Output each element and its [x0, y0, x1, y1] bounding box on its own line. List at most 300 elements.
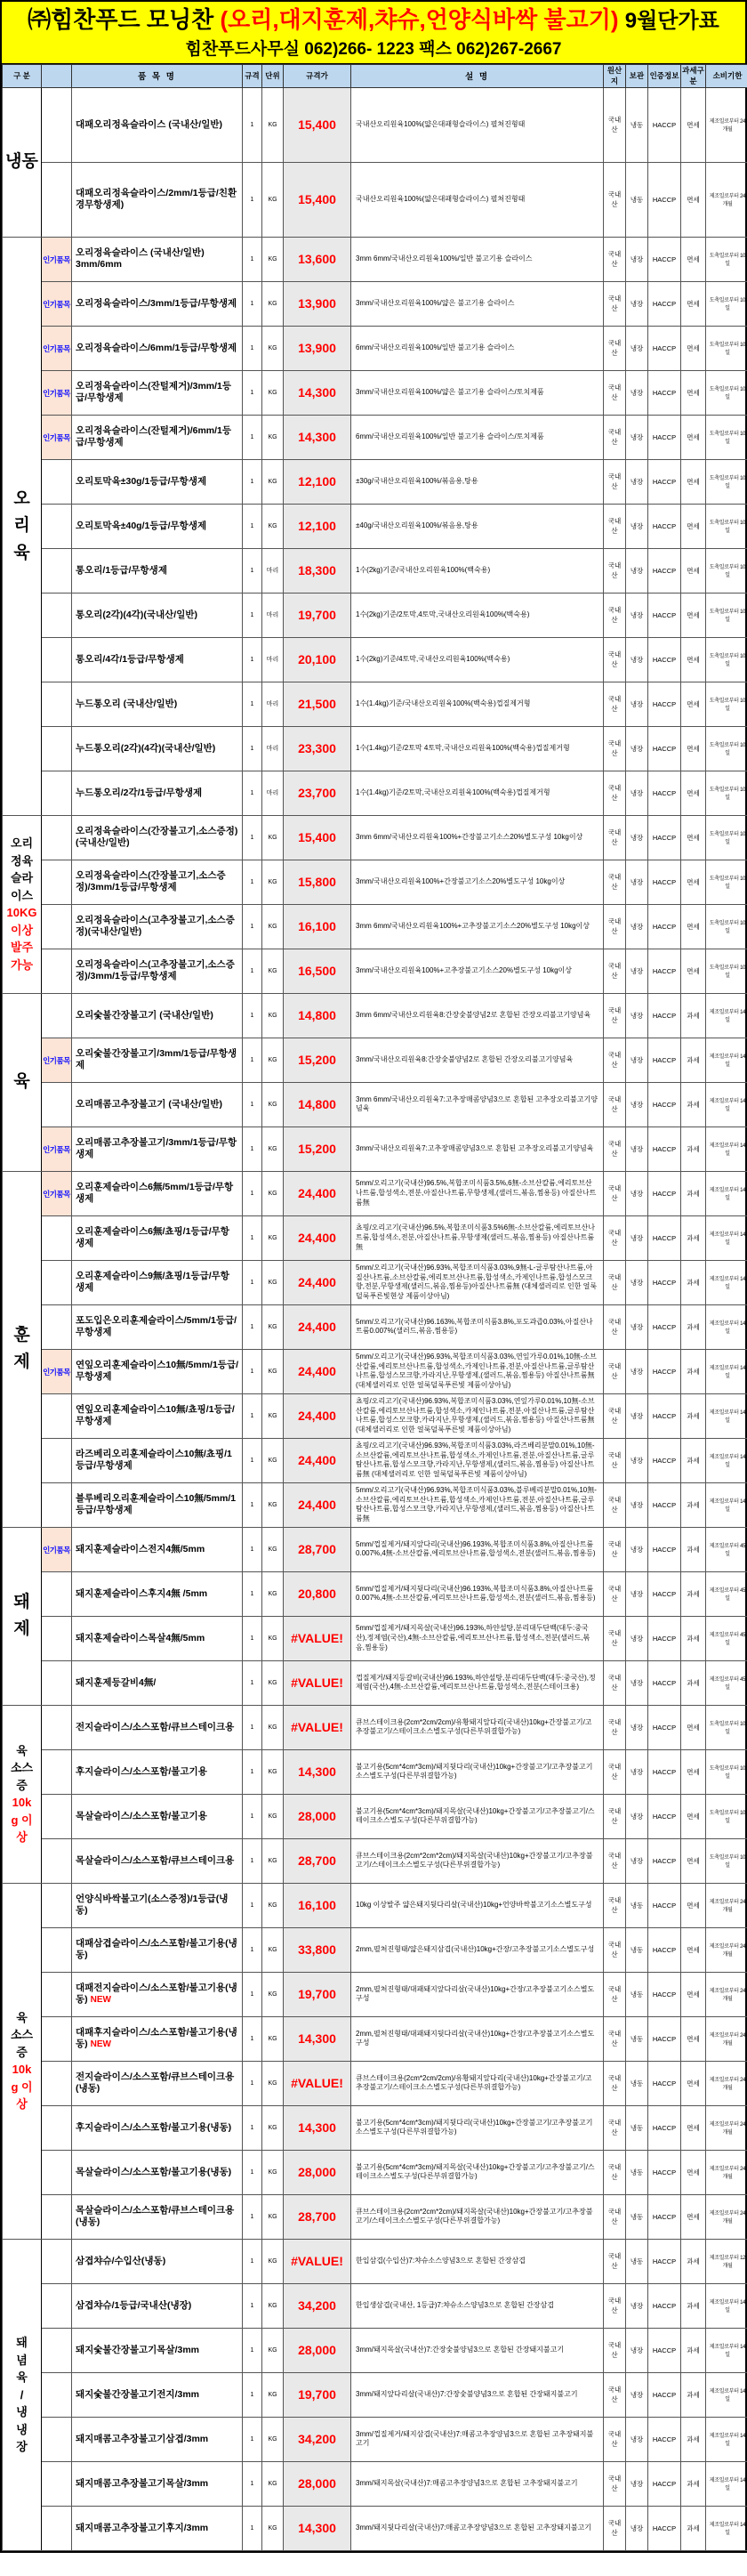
badge-cell-empty [42, 2194, 72, 2239]
item-name-cell [72, 1616, 243, 1660]
popular-badge-label: 인기품목 [43, 255, 70, 265]
shelf-life-cell: 제조일로부터 14일 [706, 1215, 747, 1260]
price-cell: 28,000 [284, 1794, 351, 1838]
category-label-line: 육 [13, 543, 30, 562]
cert-cell: HACCP [648, 2061, 681, 2105]
table-row [3, 2417, 747, 2461]
category-label-line: 냉 [16, 2405, 28, 2419]
popular-badge-label: 인기품목 [43, 300, 70, 310]
price-cell: 14,800 [284, 1082, 351, 1126]
shelf-life-cell: 도축일로부터 10일 [706, 771, 747, 815]
popular-badge-label: 인기품목 [43, 389, 70, 399]
storage-cell: 냉장 [626, 415, 648, 459]
tax-cell: 면세 [681, 87, 706, 162]
item-name-cell [72, 370, 243, 415]
badge-cell-empty [42, 2150, 72, 2194]
category-label-line: g 이 [11, 1813, 33, 1827]
unit-cell: KG [262, 237, 284, 281]
item-name: 삼겹챠슈/수입산(냉동) [76, 2255, 166, 2266]
description-cell: 2mm,펼쳐진형태/얇은돼지삼겹(국내산)10kg+간장/고추장불고기소스별도구성 [351, 1927, 604, 1972]
item-name-cell [72, 2372, 243, 2417]
origin-cell: 국내산 [604, 2283, 626, 2328]
badge-cell-empty [42, 2016, 72, 2061]
unit-cell: KG [262, 370, 284, 415]
tax-cell: 과세 [681, 2283, 706, 2328]
price-cell: 13,600 [284, 237, 351, 281]
table-row [3, 504, 747, 548]
table-row [3, 1571, 747, 1616]
item-name: 대패전지슬라이스/소스포함/불고기용(냉동) [76, 1982, 237, 2006]
description-cell: 3mm 6mm/국내산오리원육8:간장숯불양념2로 혼합된 간장오리불고기양념육 [351, 993, 604, 1038]
badge-cell-empty [42, 1393, 72, 1438]
origin-cell: 국내산 [604, 1171, 626, 1215]
spec-cell: 1 [243, 1349, 262, 1393]
spec-cell: 1 [243, 904, 262, 949]
header-tax: 과세구분 [682, 66, 704, 86]
spec-cell: 1 [243, 2105, 262, 2150]
item-name: 오리정육슬라이스/6mm/1등급/무항생제 [76, 342, 237, 353]
tax-cell: 면세 [681, 1749, 706, 1794]
origin-cell: 국내산 [604, 415, 626, 459]
unit-cell: KG [262, 2506, 284, 2550]
shelf-life-cell: 도축일로부터 10일 [706, 281, 747, 326]
item-name: 돼지매콤고추장불고기후지/3mm [76, 2522, 209, 2533]
origin-cell: 국내산 [604, 2194, 626, 2239]
spec-cell: 1 [243, 2461, 262, 2506]
spec-cell: 1 [243, 1527, 262, 1571]
item-name-cell [72, 682, 243, 726]
table-row [3, 1038, 747, 1082]
cert-cell: HACCP [648, 1171, 681, 1215]
tax-cell: 면세 [681, 2194, 706, 2239]
category-cell [3, 1883, 42, 2239]
badge-cell-empty [42, 1749, 72, 1794]
tax-cell: 면세 [681, 1927, 706, 1972]
description-cell: 3mm 6mm/국내산오리원육100%+간장불고기소스20%별도구성 10kg이상 [351, 815, 604, 860]
description-cell: 1수(1.4kg)기준/국내산오리원육100%(백숙용)껍질제거형 [351, 682, 604, 726]
category-label-line: 가능 [10, 957, 34, 972]
storage-cell: 냉장 [626, 2417, 648, 2461]
table-row [3, 548, 747, 593]
storage-cell: 냉장 [626, 2283, 648, 2328]
item-name-cell [72, 1304, 243, 1349]
description-cell: 3mm/돼지앞다리살(국내산)7:간장숯불양념3으로 혼합된 간장돼지불고기 [351, 2372, 604, 2417]
description-cell: 3mm 6mm/국내산오리원육100%+고추장불고기소스20%별도구성 10kg이상 [351, 904, 604, 949]
badge-cell-empty [42, 1571, 72, 1616]
origin-cell: 국내산 [604, 2417, 626, 2461]
storage-cell: 냉장 [626, 1749, 648, 1794]
description-cell: 큐브스테이크용(2cm*2cm*2cm)/돼지목살(국내산)10kg+간장불고기/고추장불고기/스테이크소스별도구성(다른부위결합가능) [351, 1838, 604, 1883]
table-row [3, 237, 747, 281]
origin-cell: 국내산 [604, 593, 626, 637]
description-cell: 불고기용(5cm*4cm*3cm)/돼지목살(국내산)10kg+간장불고기/고추장불고기/스테이크소스별도구성(다른부위결합가능) [351, 2150, 604, 2194]
shelf-life-cell: 제조일로부터 14일 [706, 2417, 747, 2461]
description-cell: 3mm 6mm/국내산오리원육7:고추장매콤양념3으로 혼합된 고추장오리불고기양념육 [351, 1082, 604, 1126]
header-shelf-life: 소비기한 [706, 64, 747, 87]
unit-cell: KG [262, 860, 284, 904]
description-cell: 5mm/껍질제거/돼지목살(국내산)96.193%,하얀설탕,분리대두단백(대두:중국산),정제염(국산),4無-소브산칼륨,에리토브산나트륨,합성색소,전분(샐러드,볶음,찜용등) [351, 1616, 604, 1660]
spec-cell: 1 [243, 1883, 262, 1927]
storage-cell: 냉장 [626, 682, 648, 726]
storage-cell: 냉장 [626, 771, 648, 815]
badge-cell-empty [42, 1260, 72, 1304]
shelf-life-cell: 도축일로부터 10일 [706, 1705, 747, 1749]
category-label-line: 정육 [10, 853, 34, 868]
storage-cell: 냉장 [626, 815, 648, 860]
price-cell: 28,700 [284, 1838, 351, 1883]
spec-cell: 1 [243, 237, 262, 281]
item-name-cell [72, 1749, 243, 1794]
item-name: 오리정육슬라이스(간장불고기,소스증정)/3mm/1등급/무항생제 [76, 869, 226, 893]
spec-cell: 1 [243, 1304, 262, 1349]
price-cell: 14,300 [284, 2016, 351, 2061]
unit-cell: KG [262, 1616, 284, 1660]
unit-cell: KG [262, 1749, 284, 1794]
spec-cell: 1 [243, 1082, 262, 1126]
unit-cell: KG [262, 1171, 284, 1215]
table-row [3, 815, 747, 860]
unit-cell: KG [262, 1304, 284, 1349]
origin-cell: 국내산 [604, 1527, 626, 1571]
shelf-life-cell: 제조일로부터 14일 [706, 1260, 747, 1304]
tax-cell: 과세 [681, 1349, 706, 1393]
category-label-line: 슬라 [10, 871, 34, 885]
category-cell [3, 993, 42, 1171]
storage-cell: 냉장 [626, 326, 648, 370]
header-badge [42, 64, 72, 87]
origin-cell: 국내산 [604, 2150, 626, 2194]
cert-cell: HACCP [648, 1126, 681, 1171]
origin-cell: 국내산 [604, 1260, 626, 1304]
description-cell: 3mm/돼지뒷다리살(국내산)7:매콤고추장양념3으로 혼합된 고추장돼지불고기 [351, 2506, 604, 2550]
origin-cell: 국내산 [604, 993, 626, 1038]
unit-cell: KG [262, 2105, 284, 2150]
tax-cell: 면세 [681, 593, 706, 637]
shelf-life-cell: 도축일로부터 10일 [706, 593, 747, 637]
tax-cell: 면세 [681, 1794, 706, 1838]
item-name: 오리숯불간장불고기/3mm/1등급/무항생제 [76, 1047, 237, 1071]
spec-cell: 1 [243, 2372, 262, 2417]
shelf-life-cell: 제조일로부터 14일 [706, 1038, 747, 1082]
badge-cell-empty [42, 815, 72, 860]
category-label-line: 10k [12, 2063, 32, 2077]
item-name-cell [72, 237, 243, 281]
header-price: 규격가 [284, 64, 351, 87]
badge-cell-empty [42, 1438, 72, 1482]
storage-cell: 냉장 [626, 1838, 648, 1883]
table-row [3, 1482, 747, 1527]
category-cell [3, 815, 42, 993]
shelf-life-cell: 제조일로부터 24개월 [706, 2061, 747, 2105]
shelf-life-cell: 제조일로부터 24개월 [706, 2194, 747, 2239]
price-cell: 15,200 [284, 1038, 351, 1082]
item-name-cell [72, 1527, 243, 1571]
cert-cell: HACCP [648, 726, 681, 771]
storage-cell: 냉장 [626, 1393, 648, 1438]
item-name: 오리정육슬라이스(잔털제거)/6mm/1등급/무항생제 [76, 424, 232, 448]
badge-cell-empty [42, 504, 72, 548]
origin-cell: 국내산 [604, 1838, 626, 1883]
item-name-cell [72, 1215, 243, 1260]
tax-cell: 면세 [681, 904, 706, 949]
badge-cell-empty [42, 1082, 72, 1126]
item-name-cell [72, 281, 243, 326]
storage-cell: 냉동 [626, 87, 648, 162]
item-name-cell [72, 1393, 243, 1438]
category-label-line: 돼 [16, 2336, 28, 2350]
table-row [3, 281, 747, 326]
table-row [3, 370, 747, 415]
unit-cell: 마리 [262, 637, 284, 682]
unit-cell: KG [262, 1393, 284, 1438]
item-name-cell [72, 2506, 243, 2550]
storage-cell: 냉동 [626, 2150, 648, 2194]
popular-item-badge [42, 1349, 72, 1393]
origin-cell: 국내산 [604, 504, 626, 548]
tax-cell: 면세 [681, 2061, 706, 2105]
price-table [2, 64, 747, 2551]
description-cell: 한입삼겹(수입산)7:챠슈소스양념3으로 혼합된 간장삼겹 [351, 2239, 604, 2283]
unit-cell: KG [262, 2194, 284, 2239]
origin-cell: 국내산 [604, 1304, 626, 1349]
shelf-life-cell: 제조일로부터 14일 [706, 1082, 747, 1126]
unit-cell: KG [262, 949, 284, 993]
price-cell: 15,400 [284, 162, 351, 237]
tax-cell: 과세 [681, 2506, 706, 2550]
unit-cell: KG [262, 87, 284, 162]
category-label-line: 육 [13, 1072, 30, 1092]
category-label-line: 발주 [10, 941, 34, 955]
description-cell: 쵸핑/오리고기(국내산)96.5%,복합조미식품3.5%6無-소브산칼륨,에리토브산나트륨,합성색소,전분,아질산나트륨,무항생제(샐러드,볶음,찜용등) 아질산나트륨無 [351, 1215, 604, 1260]
tax-cell: 면세 [681, 2150, 706, 2194]
storage-cell: 냉동 [626, 2194, 648, 2239]
shelf-life-cell: 제조일로부터 14일 [706, 2506, 747, 2550]
origin-cell: 국내산 [604, 1215, 626, 1260]
title-products: (오리,대지훈제,챠슈,언양식바싹 불고기) [220, 6, 625, 33]
category-cell [3, 237, 42, 815]
popular-item-badge [42, 370, 72, 415]
price-cell: 20,100 [284, 637, 351, 682]
description-cell: 국내산오리원육100%(얇은대패형슬라이스) 펼쳐진형태 [351, 162, 604, 237]
table-row [3, 2328, 747, 2372]
shelf-life-cell: 제조일로부터 24개월 [706, 2105, 747, 2150]
item-name: 오리토막육±30g/1등급/무항생제 [76, 475, 207, 487]
cert-cell: HACCP [648, 1571, 681, 1616]
item-name-cell [72, 1927, 243, 1972]
unit-cell: KG [262, 1838, 284, 1883]
storage-cell: 냉장 [626, 1571, 648, 1616]
table-row [3, 1705, 747, 1749]
shelf-life-cell: 도축일로부터 10일 [706, 459, 747, 504]
description-cell: 3mm/국내산오리원육100%/얇은 불고기용 슬라이스/토치제품 [351, 370, 604, 415]
header-description: 설 명 [351, 64, 604, 87]
price-cell: 12,100 [284, 459, 351, 504]
header-item-name: 품 목 명 [72, 64, 243, 87]
cert-cell: HACCP [648, 682, 681, 726]
storage-cell: 냉장 [626, 2461, 648, 2506]
shelf-life-cell: 제조일로부터 14일 [706, 1349, 747, 1393]
popular-badge-label: 인기품목 [43, 1056, 70, 1066]
description-cell: 1수(1.4kg)기준/2토막 4토막,국내산오리원육100%(백숙용)껍질제거형 [351, 726, 604, 771]
category-label-line: 장 [16, 2440, 28, 2454]
cert-cell: HACCP [648, 87, 681, 162]
storage-cell: 냉동 [626, 1883, 648, 1927]
unit-cell: KG [262, 1082, 284, 1126]
tax-cell: 과세 [681, 1660, 706, 1705]
storage-cell: 냉장 [626, 1260, 648, 1304]
item-name-cell [72, 904, 243, 949]
shelf-life-cell: 제조일로부터 24개월 [706, 1927, 747, 1972]
item-name: 라즈베리오리훈제슬라이스10無/쵸핑/1등급/무항생제 [76, 1448, 232, 1472]
spec-cell: 1 [243, 1616, 262, 1660]
cert-cell: HACCP [648, 1705, 681, 1749]
table-row [3, 162, 747, 237]
badge-cell-empty [42, 1972, 72, 2016]
cert-cell: HACCP [648, 2283, 681, 2328]
category-label-line: 소스 [10, 1761, 34, 1775]
description-cell: 3mm/국내산오리원육7:고추장매콤양념3으로 혼합된 고추장오리불고기양념육 [351, 1126, 604, 1171]
header-origin: 원산지 [604, 64, 626, 87]
item-name: 누드통오리/2각/1등급/무항생제 [76, 787, 203, 798]
item-name: 전지슬라이스/소스포함/큐브스테이크용(냉동) [76, 2071, 235, 2095]
shelf-life-cell: 도축일로부터 10일 [706, 415, 747, 459]
popular-item-badge [42, 1527, 72, 1571]
item-name-cell [72, 1082, 243, 1126]
unit-cell: KG [262, 2239, 284, 2283]
tax-cell: 면세 [681, 1883, 706, 1927]
spec-cell: 1 [243, 548, 262, 593]
unit-cell: KG [262, 815, 284, 860]
price-cell: 19,700 [284, 593, 351, 637]
table-row [3, 1616, 747, 1660]
badge-cell-empty [42, 1838, 72, 1883]
spec-cell: 1 [243, 1260, 262, 1304]
tax-cell: 면세 [681, 1972, 706, 2016]
table-row [3, 904, 747, 949]
description-cell: 3mm 6mm/국내산오리원육100%/일반 불고기용 슬라이스 [351, 237, 604, 281]
spec-cell: 1 [243, 326, 262, 370]
tax-cell: 면세 [681, 637, 706, 682]
popular-badge-label: 인기품목 [43, 1145, 70, 1155]
item-name: 돼지훈제등갈비4無/ [76, 1676, 157, 1688]
storage-cell: 냉장 [626, 1616, 648, 1660]
item-name-cell [72, 87, 243, 162]
cert-cell: HACCP [648, 904, 681, 949]
table-row [3, 1838, 747, 1883]
table-row [3, 1972, 747, 2016]
unit-cell: KG [262, 162, 284, 237]
unit-cell: KG [262, 1705, 284, 1749]
description-cell: 2mm,펼쳐진형태/대패돼지앞다리살(국내산)10kg+간장/고추장불고기소스별도구성 [351, 1972, 604, 2016]
new-item-tag: NEW [90, 1995, 111, 2006]
item-name: 오리정육슬라이스(잔털제거)/3mm/1등급/무항생제 [76, 380, 232, 404]
cert-cell: HACCP [648, 459, 681, 504]
price-cell: #VALUE! [284, 1705, 351, 1749]
cert-cell: HACCP [648, 162, 681, 237]
spec-cell: 1 [243, 1171, 262, 1215]
table-row [3, 2239, 747, 2283]
table-row [3, 1171, 747, 1215]
shelf-life-cell: 도축일로부터 10일 [706, 1749, 747, 1794]
unit-cell: KG [262, 1972, 284, 2016]
description-cell: 5mm/껍질제거/돼지뒷다리(국내산)96.193%,복합조미식품3.8%,아질산나트륨0.007%,4無-소브산칼륨,에리토브산나트륨,합성색소,전분(샐러드,볶음,찜용등) [351, 1571, 604, 1616]
price-cell: 14,300 [284, 2506, 351, 2550]
unit-cell: KG [262, 2328, 284, 2372]
category-label-line: 상 [16, 1830, 28, 1845]
description-cell: 2mm,펼쳐진형태/대패돼지뒷다리살(국내산)10kg+간장/고추장불고기소스별도구성 [351, 2016, 604, 2061]
description-cell: 6mm/국내산오리원육100%/일반 불고기용 슬라이스/토치제품 [351, 415, 604, 459]
item-name-cell [72, 949, 243, 993]
storage-cell: 냉동 [626, 162, 648, 237]
popular-item-badge [42, 1038, 72, 1082]
spec-cell: 1 [243, 504, 262, 548]
origin-cell: 국내산 [604, 1393, 626, 1438]
tax-cell: 과세 [681, 1393, 706, 1438]
cert-cell: HACCP [648, 815, 681, 860]
price-cell: 15,400 [284, 815, 351, 860]
shelf-life-cell: 제조일로부터 14일 [706, 2283, 747, 2328]
price-cell: 15,400 [284, 87, 351, 162]
table-row [3, 1438, 747, 1482]
spec-cell: 1 [243, 637, 262, 682]
tax-cell: 면세 [681, 237, 706, 281]
price-cell: 16,500 [284, 949, 351, 993]
popular-badge-label: 인기품목 [43, 1368, 70, 1377]
description-cell: 5mm/오리고기(국내산)96.5%,복합조미식품3.5%,6無-소브산칼륨,에리토브산나트륨,합성색소,전분,아질산나트륨,무항생제,(샐러드,볶음,찜용등) 아질산나트륨無 [351, 1171, 604, 1215]
price-cell: 12,100 [284, 504, 351, 548]
description-cell: 한입생삼겹(국내산, 1등급)7:챠슈소스양념3으로 혼합된 간장삼겹 [351, 2283, 604, 2328]
unit-cell: KG [262, 2417, 284, 2461]
storage-cell: 냉장 [626, 993, 648, 1038]
shelf-life-cell: 제조일로부터 24개월 [706, 2150, 747, 2194]
tax-cell: 과세 [681, 1571, 706, 1616]
cert-cell: HACCP [648, 2150, 681, 2194]
spec-cell: 1 [243, 815, 262, 860]
item-name-cell [72, 1349, 243, 1393]
storage-cell: 냉장 [626, 2372, 648, 2417]
description-cell: 불고기용(5cm*4cm*3cm)/돼지뒷다리(국내산)10kg+간장불고기/고추장불고기소스별도구성(다른부위결합가능) [351, 1749, 604, 1794]
unit-cell: KG [262, 281, 284, 326]
origin-cell: 국내산 [604, 1705, 626, 1749]
price-cell: 28,700 [284, 1527, 351, 1571]
badge-cell-empty [42, 2239, 72, 2283]
price-cell: 24,400 [284, 1171, 351, 1215]
tax-cell: 면세 [681, 726, 706, 771]
item-name-cell [72, 504, 243, 548]
price-cell: 15,200 [284, 1126, 351, 1171]
description-cell: 5mm/오리고기(국내산)96.93%,복합조미식품3.03%,연잎가루0.01%,10無-소브산칼륨,에리토브산나트륨,합성색소,카제인나트륨,전분,아질산나트륨,글루탐산나트륨,합성스모크향,카라지난,무항생제,(샐러드,볶음,찜용등) 아질산나트륨無 (대체샐러리로 인한 얼룩덜룩푸른빛 제품이상아님) [351, 1349, 604, 1393]
spec-cell: 1 [243, 771, 262, 815]
origin-cell: 국내산 [604, 1927, 626, 1972]
popular-item-badge [42, 1126, 72, 1171]
item-name: 후지슬라이스/소스포함/불고기용 [76, 1765, 207, 1777]
description-cell: 큐브스테이크용(2cm*2cm/2cm)/유황돼지앞다리(국내산)10kg+간장불고기/고추장불고기/스테이크소스별도구성(다른부위결합가능) [351, 2061, 604, 2105]
tax-cell: 면세 [681, 162, 706, 237]
shelf-life-cell: 도축일로부터 10일 [706, 949, 747, 993]
category-cell [3, 1705, 42, 1883]
shelf-life-cell: 제조일로부터 14일 [706, 2372, 747, 2417]
price-cell: 28,000 [284, 2328, 351, 2372]
storage-cell: 냉동 [626, 2061, 648, 2105]
spec-cell: 1 [243, 1705, 262, 1749]
cert-cell: HACCP [648, 1082, 681, 1126]
storage-cell: 냉장 [626, 1215, 648, 1260]
tax-cell: 과세 [681, 2328, 706, 2372]
origin-cell: 국내산 [604, 860, 626, 904]
table-row [3, 771, 747, 815]
category-cell [3, 1171, 42, 1527]
table-row [3, 1749, 747, 1794]
